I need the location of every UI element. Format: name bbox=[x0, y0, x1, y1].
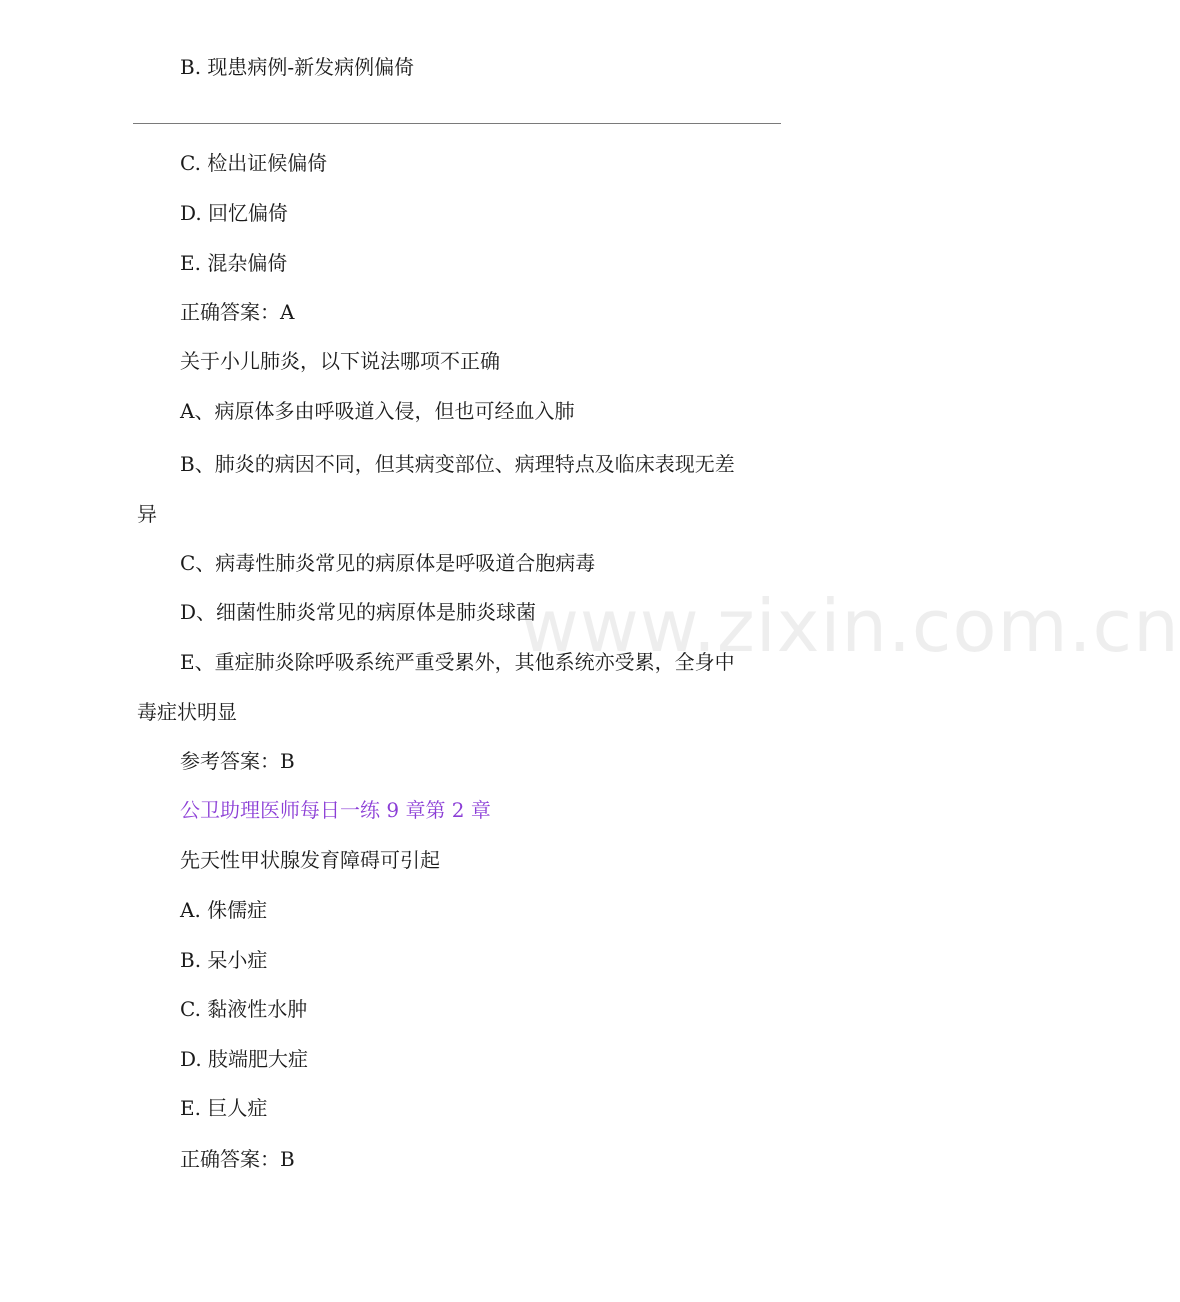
question-text: 先天性甲状腺发育障碍可引起 bbox=[180, 848, 440, 872]
option-e: E. 巨人症 bbox=[180, 1096, 268, 1120]
option-c: C. 检出证候偏倚 bbox=[180, 151, 328, 175]
answer-line: 正确答案：A bbox=[180, 300, 295, 324]
option-e: E. 混杂偏倚 bbox=[180, 251, 288, 275]
option-a: A. 侏儒症 bbox=[180, 898, 268, 922]
option-c: C. 黏液性水肿 bbox=[180, 997, 308, 1021]
option-e-continuation: 毒症状明显 bbox=[137, 700, 237, 724]
answer-line: 正确答案：B bbox=[180, 1147, 295, 1171]
option-b-continuation: 异 bbox=[137, 502, 157, 526]
option-d: D、细菌性肺炎常见的病原体是肺炎球菌 bbox=[180, 600, 537, 624]
page-divider bbox=[133, 123, 781, 124]
option-d: D. 回忆偏倚 bbox=[180, 201, 289, 225]
question-text: 关于小儿肺炎，以下说法哪项不正确 bbox=[180, 349, 500, 373]
option-e: E、重症肺炎除呼吸系统严重受累外，其他系统亦受累，全身中 bbox=[180, 650, 735, 674]
option-b: B. 现患病例-新发病例偏倚 bbox=[180, 55, 415, 79]
answer-line: 参考答案：B bbox=[180, 749, 295, 773]
option-c: C、病毒性肺炎常见的病原体是呼吸道合胞病毒 bbox=[180, 551, 596, 575]
section-heading: 公卫助理医师每日一练 9 章第 2 章 bbox=[180, 798, 491, 822]
option-b: B. 呆小症 bbox=[180, 948, 268, 972]
watermark: www.zixin.com.cn bbox=[520, 584, 1180, 668]
option-b: B、肺炎的病因不同，但其病变部位、病理特点及临床表现无差 bbox=[180, 452, 735, 476]
option-d: D. 肢端肥大症 bbox=[180, 1047, 309, 1071]
option-a: A、病原体多由呼吸道入侵，但也可经血入肺 bbox=[180, 399, 575, 423]
